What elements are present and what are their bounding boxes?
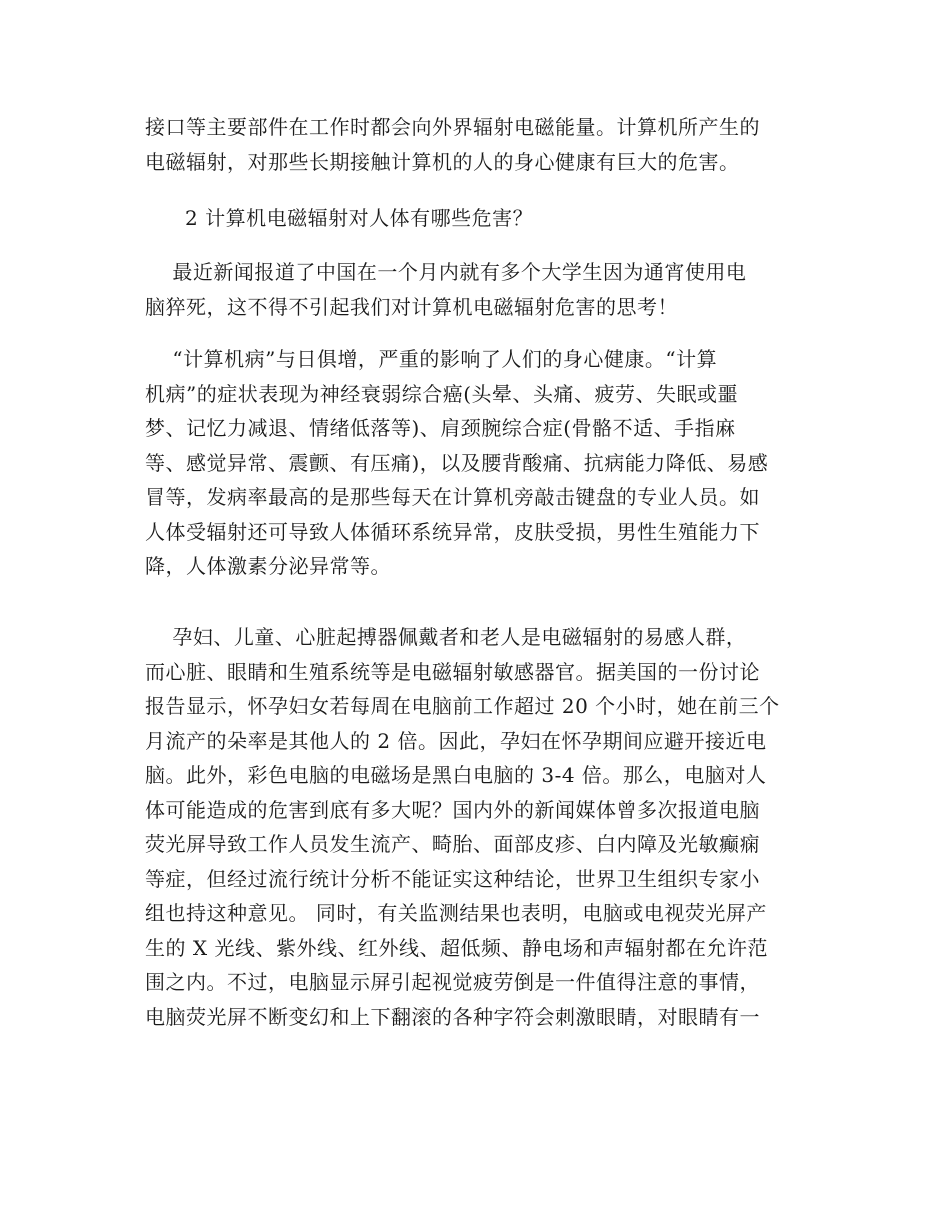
text-line: 脑猝死，这不得不引起我们对计算机电磁辐射危害的思考！	[145, 294, 678, 319]
paragraph-intro	[145, 110, 810, 179]
section-heading: 2 计算机电磁辐射对人体有哪些危害？	[185, 206, 534, 230]
text-line: 最近新闻报道了中国在一个月内就有多个大学生因为通宵使用电	[145, 260, 747, 284]
text-line: 梦、记忆力减退、情绪低落等)、肩颈腕综合症(骨骼不适、手指麻	[145, 416, 736, 440]
text-line: 等、感觉异常、震颤、有压痛)，以及腰背酸痛、抗病能力降低、易感	[145, 450, 769, 475]
text-line: 组也持这种意见。 同时，有关监测结果也表明，电脑或电视荧光屏产	[145, 901, 767, 925]
text-line: 等症，但经过流行统计分析不能证实这种结论，世界卫生组织专家小	[145, 866, 760, 891]
text-line: 冒等，发病率最高的是那些每天在计算机旁敲击键盘的专业人员。如	[145, 485, 760, 509]
text-line: 生的 X 光线、紫外线、红外线、超低频、静电场和声辐射都在允许范	[145, 935, 768, 960]
paragraph-computer-disease	[145, 342, 810, 584]
text-line: 孕妇、儿童、心脏起搏器佩戴者和老人是电磁辐射的易感人群，	[145, 625, 747, 649]
paragraph-news	[145, 255, 810, 324]
text-line: 体可能造成的危害到底有多大呢？国内外的新闻媒体曾多次报道电脑	[145, 797, 760, 822]
text-line: 降，人体激素分泌异常等。	[145, 554, 391, 578]
text-line: 月流产的朵率是其他人的 2 倍。因此，孕妇在怀孕期间应避开接近电	[145, 728, 767, 753]
text-line: 接口等主要部件在工作时都会向外界辐射电磁能量。计算机所产生的	[145, 115, 760, 139]
text-line: 报告显示，怀孕妇女若每周在电脑前工作超过 20 个小时，她在前三个	[145, 694, 780, 718]
text-line: “计算机病”与日俱增，严重的影响了人们的身心健康。“计算	[145, 347, 718, 371]
text-line: 机病”的症状表现为神经衰弱综合癌(头晕、头痛、疲劳、失眠或噩	[145, 381, 739, 406]
text-line: 电磁辐射，对那些长期接触计算机的人的身心健康有巨大的危害。	[145, 149, 740, 174]
text-line: 围之内。不过，电脑显示屏引起视觉疲劳倒是一件值得注意的事情，	[145, 970, 760, 994]
text-line: 脑。此外，彩色电脑的电磁场是黑白电脑的 3-4 倍。那么，电脑对人	[145, 763, 767, 787]
text-line: 荧光屏导致工作人员发生流产、畸胎、面部皮疹、白内障及光敏癫痫	[145, 832, 760, 856]
text-line: 电脑荧光屏不断变幻和上下翻滚的各种字符会刺激眼睛，对眼睛有一	[145, 1004, 760, 1029]
text-line: 而心脏、眼睛和生殖系统等是电磁辐射敏感器官。据美国的一份讨论	[145, 659, 760, 684]
paragraph-sensitive-groups	[145, 620, 810, 1034]
text-line: 人体受辐射还可导致人体循环系统异常，皮肤受损，男性生殖能力下	[145, 519, 760, 544]
